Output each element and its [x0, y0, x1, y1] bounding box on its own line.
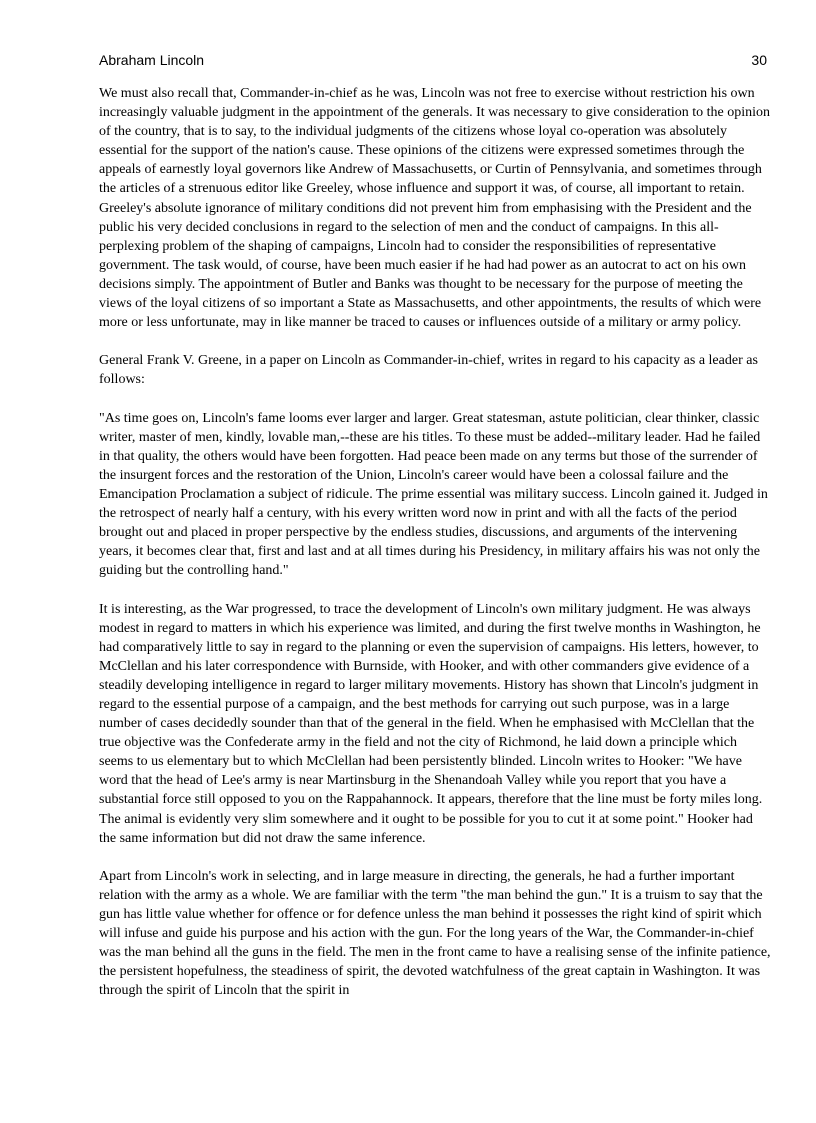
paragraph: Apart from Lincoln's work in selecting, and in large measure in directing, the generals, he had a further important relation with the army as a whole. We are familiar with the term "the man behind the gun." It is a truism to say that the gun has little value whether for offence or for defence unless the man behind it possesses the right kind of spirit which will infuse and guide his purpose and his action with the gun. For the long years of the War, the Commander-in-chief was the man behind all the guns in the field. The men in the front came to have a realising sense of the infinite patience, the persistent hopefulness, the steadiness of spirit, the devoted watchfulness of the great captain in Washington. It was through the spirit of Lincoln that the spirit in: [99, 868, 771, 999]
paragraph: We must also recall that, Commander-in-chief as he was, Lincoln was not free to exercise without restriction his own increasingly valuable judgment in the appointment of the generals. It was necessary to give consideration to the opinion of the country, that is to say, to the individual judgments of the citizens whose loyal co-operation was absolutely essential for the support of the nation's cause. These opinions of the citizens were expressed sometimes through the appeals of earnestly loyal governors like Andrew of Massachusetts, or Curtin of Pennsylvania, and sometimes through the articles of a strenuous editor like Greeley, whose influence and support it was, of course, all important to retain. Greeley's absolute ignorance of military conditions did not prevent him from emphasising with the President and the public his very decided conclusions in regard to the selection of men and the conduct of campaigns. In this all-perplexing problem of the shaping of campaigns, Lincoln had to consider the responsibilities of representative government. The task would, of course, have been much easier if he had had power as an autocrat to act on his own decisions simply. The appointment of Butler and Banks was thought to be necessary for the purpose of meeting the views of the loyal citizens of so important a State as Massachusetts, and other appointments, the results of which were more or less unfortunate, may in like manner be traced to causes or influences outside of a military or army policy.: [99, 86, 771, 331]
running-title: Abraham Lincoln: [99, 52, 205, 68]
paragraph: It is interesting, as the War progressed, to trace the development of Lincoln's own military judgment. He was always modest in regard to matters in which his experience was limited, and during the first twelve months in Washington, he had comparatively little to say in regard to the planning or even the supervision of campaigns. His letters, however, to McClellan and his later correspondence with Burnside, with Hooker, and with other commanders give evidence of a steadily developing intelligence in regard to larger military movements. History has shown that Lincoln's judgment in regard to the essential purpose of a campaign, and the best methods for carrying out such purpose, was in a large number of cases decidedly sounder than that of the general in the field. When he emphasised with McClellan that the true objective was the Confederate army in the field and not the city of Richmond, he laid down a principle which seems to us elementary but to which McClellan had been persistently blinded. Lincoln writes to Hooker: "We have word that the head of Lee's army is near Martinsburg in the Shenandoah Valley while you report that you have a substantial force still opposed to you on the Rappahannock. It appears, therefore that the line must be forty miles long. The animal is evidently very slim somewhere and it ought to be possible for you to cut it at some point." Hooker had the same information but did not draw the same inference.: [99, 601, 763, 846]
body-text: [99, 84, 771, 1020]
running-header: [99, 52, 767, 72]
page-number: 30: [751, 52, 767, 68]
block-quote-paragraph: "As time goes on, Lincoln's fame looms ever larger and larger. Great statesman, astute politician, clear thinker, classic writer, master of men, kindly, lovable man,--these are his titles. To these must be added--military leader. Had he failed in that quality, the others would have been forgotten. Had peace been made on any terms but those of the surrender of the insurgent forces and the restoration of the Union, Lincoln's career would have been a colossal failure and the Emancipation Proclamation a subject of ridicule. The prime essential was military success. Lincoln gained it. Judged in the retrospect of nearly half a century, with his every written word now in print and with all the facts of the period brought out and placed in proper perspective by the endless studies, discussions, and arguments of the intervening years, it becomes clear that, first and last and at all times during his Presidency, in military affairs his was not only the guiding but the controlling hand.": [99, 410, 768, 579]
paragraph: General Frank V. Greene, in a paper on Lincoln as Commander-in-chief, writes in regard to his capacity as a leader as follows:: [99, 353, 758, 388]
